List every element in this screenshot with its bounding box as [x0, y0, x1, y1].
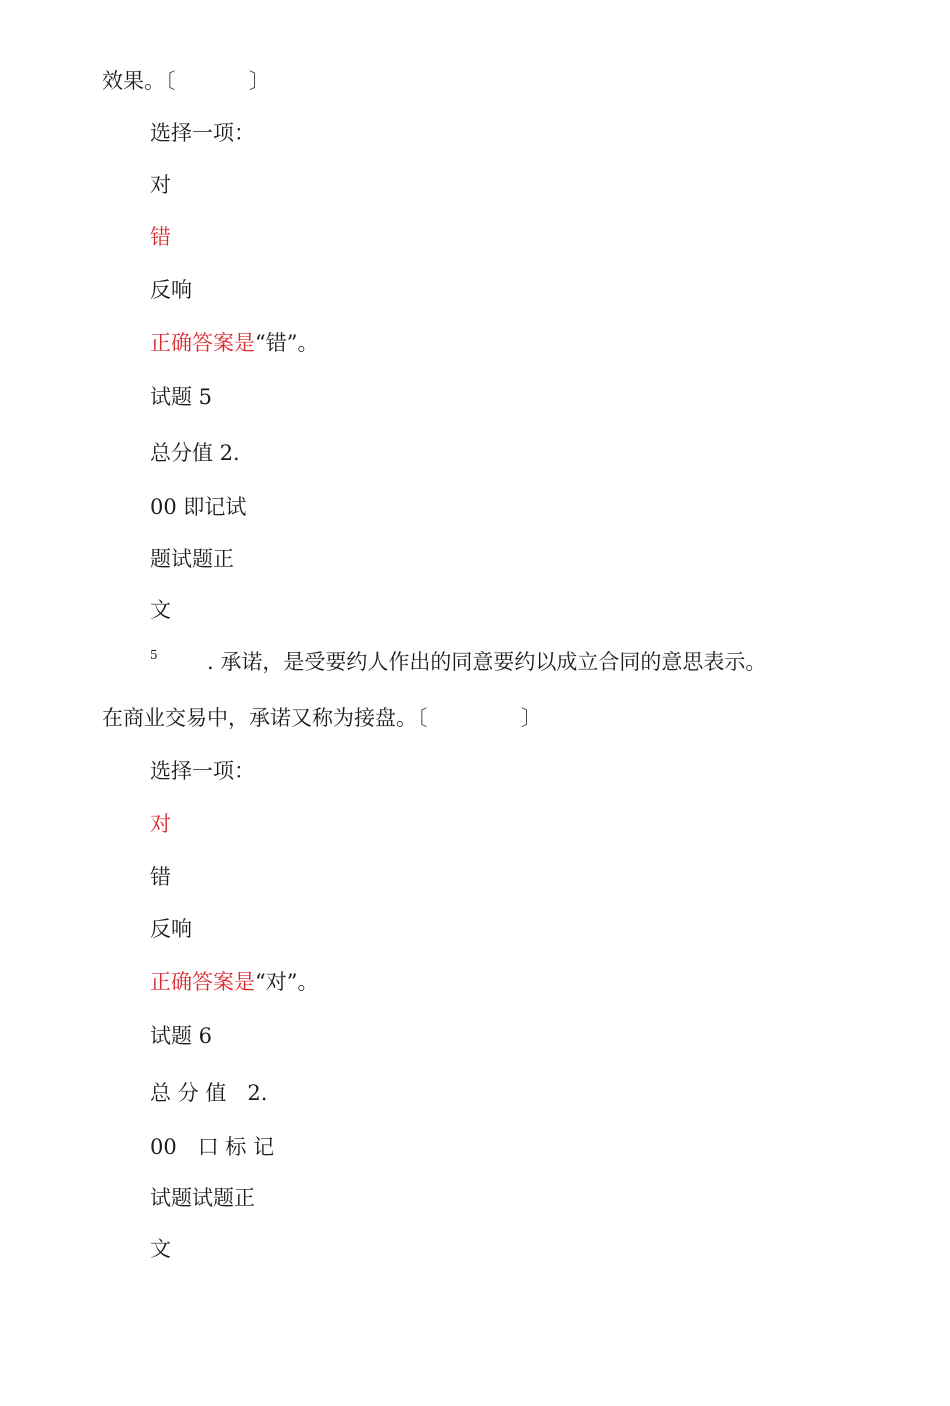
- q6-meta-line: 文: [150, 1237, 171, 1261]
- q5-feedback-label: 反响: [150, 917, 192, 941]
- q5-option-true[interactable]: 对: [150, 812, 171, 836]
- q5-meta-line: 题试题正: [150, 547, 234, 571]
- q5-correct-answer: [150, 969, 318, 995]
- q5-meta-line[interactable]: 00 即记试: [150, 495, 247, 519]
- q4-correct-answer: [150, 330, 318, 356]
- q5-answer-value: “对”。: [255, 970, 319, 994]
- q5-choose-prompt: 选择一项：: [150, 759, 255, 783]
- q5-option-false[interactable]: 错: [150, 865, 171, 889]
- q5-answer-label: 正确答案是: [150, 970, 255, 994]
- q6-meta-line: 总 分 值 2.: [150, 1081, 268, 1105]
- q6-meta-line[interactable]: 00 口 标 记: [150, 1135, 275, 1159]
- q4-answer-label: 正确答案是: [150, 331, 255, 355]
- q6-meta-line: 试题试题正: [150, 1186, 255, 1210]
- q5-question-line2: [102, 705, 542, 731]
- q5-header: 试题 5: [150, 385, 213, 409]
- q5-meta-line: 文: [150, 598, 171, 622]
- q4-feedback-label: 反响: [150, 278, 192, 302]
- q5-number: 5: [150, 648, 158, 662]
- q4-bracket-close: 〕: [248, 69, 270, 93]
- q4-answer-value: “错”。: [255, 331, 319, 355]
- q4-option-true[interactable]: 对: [150, 173, 171, 197]
- q6-header: 试题 6: [150, 1024, 213, 1048]
- q5-meta-line: 总分值 2.: [150, 441, 240, 465]
- q4-question-text: 效果。〔: [102, 69, 176, 93]
- q4-choose-prompt: 选择一项：: [150, 121, 255, 145]
- q5-question-text: 在商业交易中，承诺又称为接盘。〔: [102, 706, 428, 730]
- q5-bracket-close: 〕: [520, 706, 542, 730]
- q4-question-tail: [102, 68, 270, 94]
- q5-question-line1: . 承诺，是受要约人作出的同意要约以成立合同的意思表示。: [207, 650, 767, 674]
- q4-option-false[interactable]: 错: [150, 225, 171, 249]
